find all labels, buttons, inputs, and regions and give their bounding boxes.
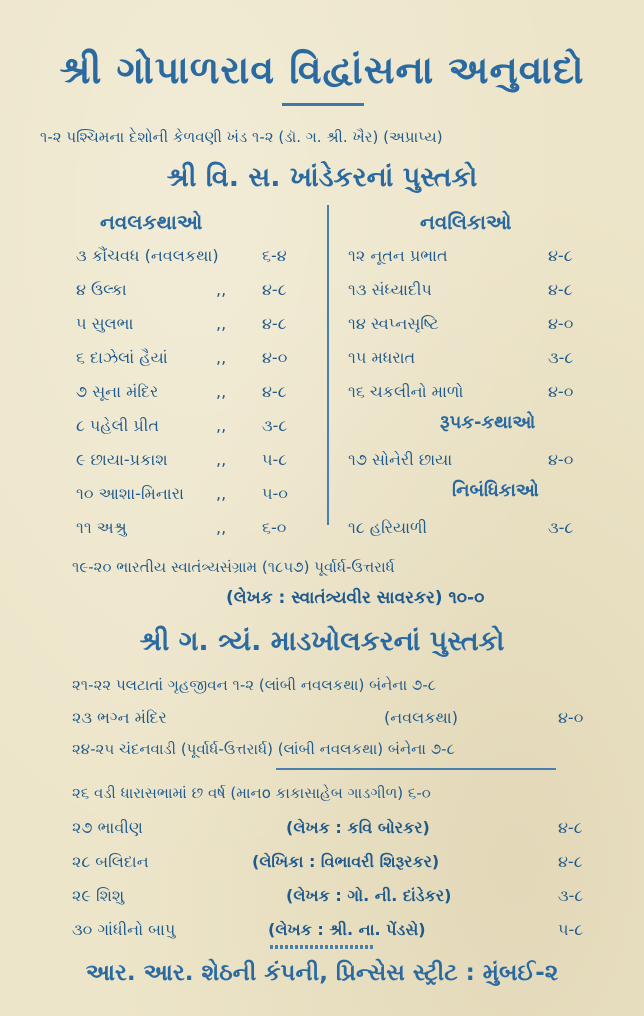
section-divider [276, 768, 556, 770]
book-author: (લેખક : કવિ બોરકર) [286, 818, 430, 837]
item-title: ૧૦ આશા-મિનારા [76, 484, 184, 503]
item-price: ૪-૦ [548, 382, 574, 401]
title-rule [282, 103, 364, 106]
list-item [348, 244, 588, 268]
item-price: ૫-૦ [262, 484, 288, 503]
book-price: ૪-૦ [558, 708, 584, 727]
item-title: ૮ પહેલી પ્રીત [76, 416, 159, 435]
item-title: ૯ છાયા-પ્રકાશ [76, 450, 168, 469]
section-heading-madkholkar: શ્રી ગ. ત્ર્યં. માડખોલકરનાં પુસ્તકો [139, 626, 505, 657]
book-line [72, 708, 592, 728]
item-title: ૧૬ ચકલીનો માળો [348, 382, 464, 401]
item-title: ૧૫ મધરાત [348, 348, 416, 367]
savarkar-line-2: (લેખક : સ્વાતંત્ર્યવીર સાવરકર) ૧૦-૦ [226, 588, 485, 608]
item-title: ૧૧ અશ્રુ [76, 518, 127, 537]
ditto-mark: ,, [216, 280, 227, 299]
book-title: ૨૭ ભાવીણ [72, 818, 143, 837]
savarkar-line-1: ૧૯-૨૦ ભારતીય સ્વાતંત્ર્યસંગ્રામ (૧૮૫૭) પૂર્વાર્ધ-ઉત્તરાર્ધ [72, 558, 395, 576]
ditto-mark: ,, [216, 518, 227, 537]
item-price: ૪-૮ [548, 280, 573, 299]
ditto-mark: ,, [216, 348, 227, 367]
footer-ornament [270, 945, 374, 949]
item-price: ૬-૦ [262, 518, 287, 537]
list-item [76, 346, 316, 370]
allegory-heading: રૂપક-કથાઓ [440, 412, 536, 433]
book-author: (લેખિકા : વિભાવરી શિરૂરકર) [252, 852, 440, 871]
item-title: ૪ ઉલ્કા [76, 280, 127, 299]
book-note: (નવલકથા) [384, 708, 458, 727]
item-title: ૧૩ સંધ્યાદીપ [348, 280, 432, 299]
item-price: ૪-૮ [262, 382, 287, 401]
book-line [72, 852, 592, 872]
book-line [72, 920, 592, 940]
book-price: ૩-૮ [558, 886, 584, 905]
list-item [76, 244, 316, 268]
list-item [76, 448, 316, 472]
list-item [76, 482, 316, 506]
novels-heading: નવલકથાઓ [100, 210, 203, 234]
column-divider [327, 205, 329, 525]
list-item [348, 380, 588, 404]
item-price: ૩-૮ [548, 348, 574, 367]
list-item [76, 380, 316, 404]
book-price: ૫-૮ [558, 920, 584, 939]
item-title: ૧૪ સ્વપ્નસૃષ્ટિ [348, 314, 439, 333]
book-author: (લેખક : શ્રી. ના. પેંડસે) [268, 920, 426, 939]
book-line: ૨૪-૨૫ ચંદનવાડી (પૂર્વાર્ધ-ઉત્તરાર્ધ) (લાંબી નવલકથા) બંનેના ૭-૮ [72, 740, 455, 758]
ditto-mark: ,, [216, 382, 227, 401]
item-title: ૫ સુલભા [76, 314, 134, 333]
book-price: ૪-૮ [558, 852, 583, 871]
item-title: ૩ કૌંચવધ (નવલકથા) [76, 246, 219, 265]
book-price: ૪-૮ [558, 818, 583, 837]
book-title: ૩૦ ગાંધીનો બાપુ [72, 920, 176, 939]
book-line [72, 886, 592, 906]
list-item [348, 278, 588, 302]
book-title: ૨૯ શિશુ [72, 886, 125, 905]
list-item [348, 448, 588, 472]
list-item [76, 312, 316, 336]
ditto-mark: ,, [216, 416, 227, 435]
book-line: ૨૧-૨૨ પલટાતાં ગૃહજીવન ૧-૨ (લાંબી નવલકથા) બંનેના ૭-૮ [72, 676, 436, 694]
intro-line: ૧-૨ પશ્ચિમના દેશોની કેળવણી ખંડ ૧-૨ (ડૉ. ગ. શ્રી. ખૈર) (અપ્રાપ્ય) [40, 128, 443, 146]
book-title: ૨૩ ભગ્ન મંદિર [72, 708, 167, 727]
ditto-mark: ,, [216, 484, 227, 503]
list-item [348, 312, 588, 336]
list-item [76, 516, 316, 540]
list-item [76, 278, 316, 302]
page-title: શ્રી ગોપાળરાવ વિદ્વાંસના અનુવાદો [59, 48, 585, 92]
section-heading-khandekar: શ્રી વિ. સ. ખાંડેકરનાં પુસ્તકો [166, 162, 478, 193]
publisher-footer: આર. આર. શેઠની કંપની, પ્રિન્સેસ સ્ટ્રીટ : મુંબઈ-૨ [85, 960, 559, 986]
list-item [348, 346, 588, 370]
item-price: ૪-૦ [262, 348, 288, 367]
item-price: ૪-૮ [262, 280, 287, 299]
item-price: ૪-૦ [548, 450, 574, 469]
item-title: ૧૮ હરિયાળી [348, 518, 428, 537]
item-title: ૧૭ સોનેરી છાયા [348, 450, 453, 469]
item-title: ૭ સૂના મંદિર [76, 382, 159, 401]
item-price: ૩-૮ [262, 416, 288, 435]
essays-heading: નિબંધિકાઓ [452, 480, 539, 501]
ditto-mark: ,, [216, 314, 227, 333]
item-price: ૪-૮ [548, 246, 573, 265]
book-title: ૨૮ બલિદાન [72, 852, 149, 871]
book-line: ૨૬ વડી ધારાસભામાં છ વર્ષ (માનo કાકાસાહેબ ગાડગીળ) ૬-૦ [72, 784, 431, 802]
short-stories-heading: નવલિકાઓ [420, 210, 512, 234]
item-price: ૪-૦ [548, 314, 574, 333]
book-line [72, 818, 592, 838]
item-price: ૬-૪ [262, 246, 287, 265]
item-price: ૩-૮ [548, 518, 574, 537]
item-title: ૬ દાઝેલાં હૈયાં [76, 348, 168, 367]
item-price: ૪-૮ [262, 314, 287, 333]
item-title: ૧૨ નૂતન પ્રભાત [348, 246, 448, 265]
item-price: ૫-૮ [262, 450, 288, 469]
book-author: (લેખક : ગો. ની. દાંડેકર) [286, 886, 452, 905]
list-item [348, 516, 588, 540]
list-item [76, 414, 316, 438]
ditto-mark: ,, [216, 450, 227, 469]
